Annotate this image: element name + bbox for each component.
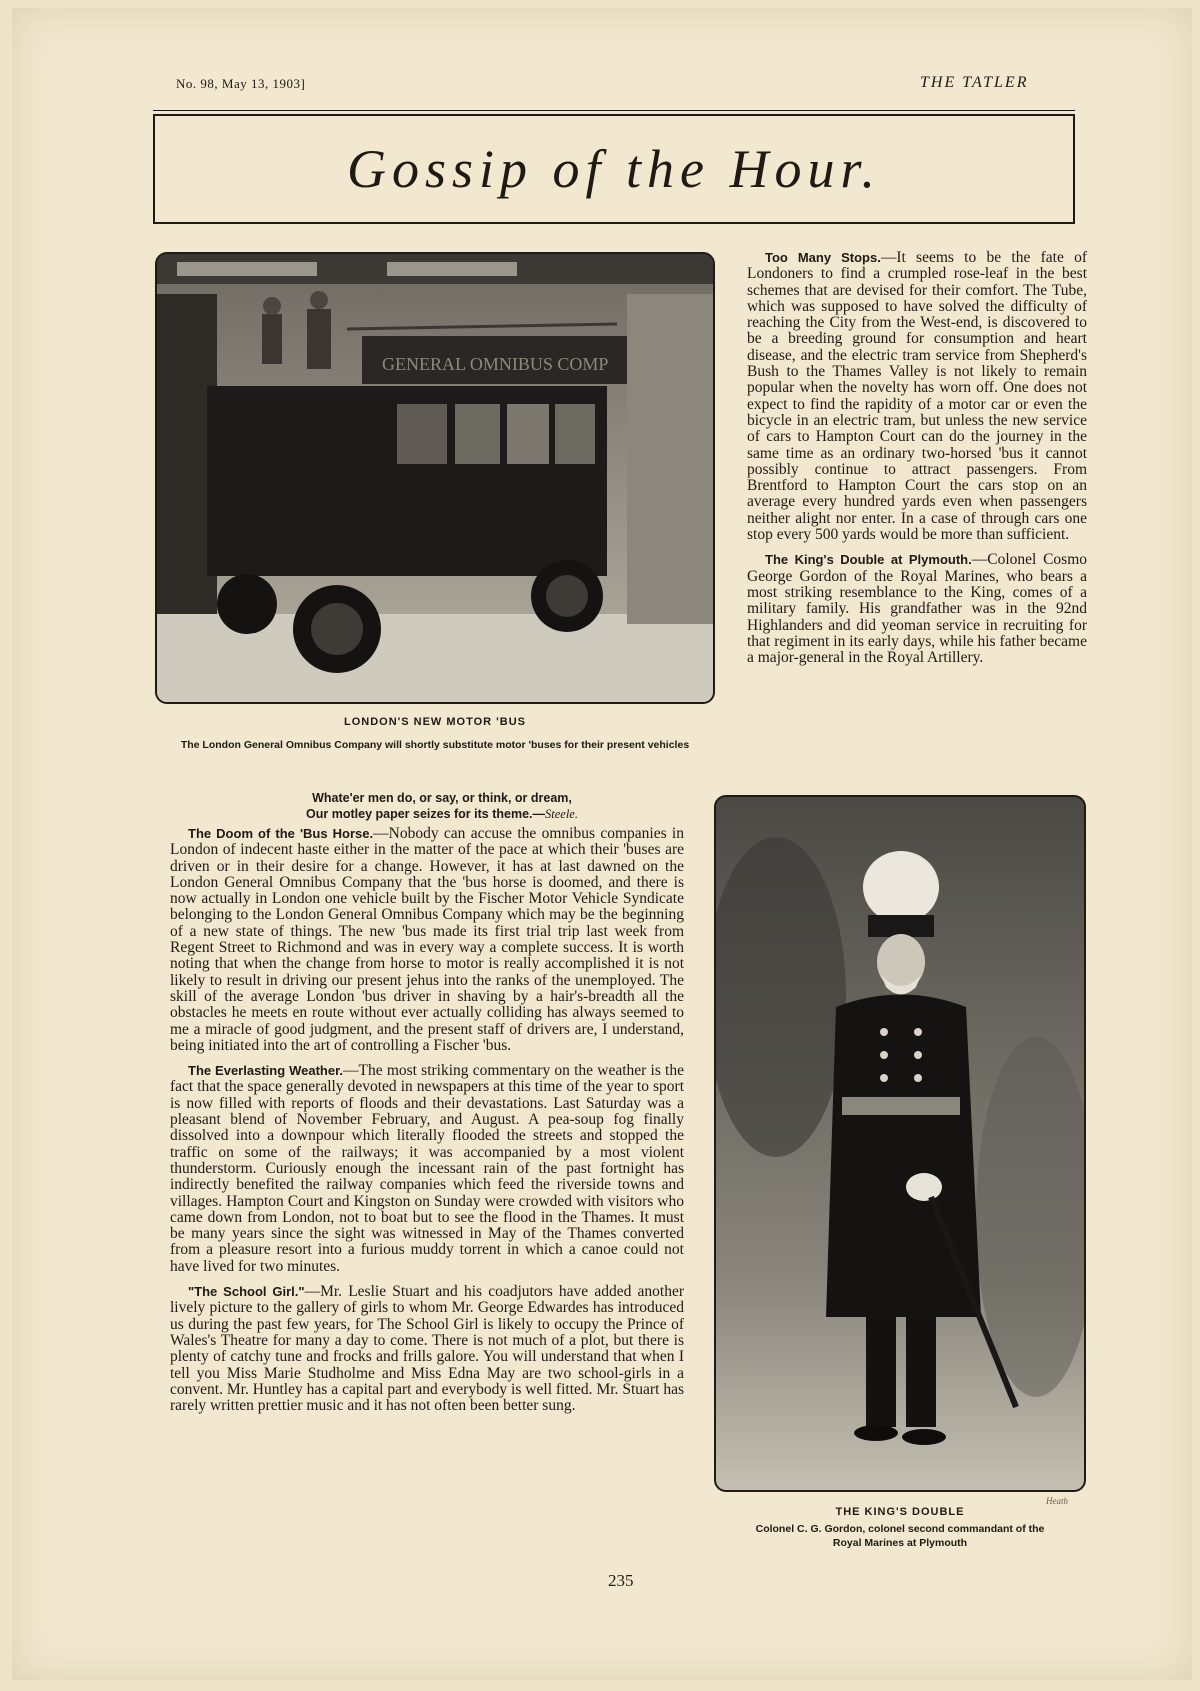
article-body: —Colonel Cosmo George Gordon of the Royal Marines, who bears a most striking resemblance to the King, comes of a military family. His grandfather was in the 92nd Highlanders and did yeoman service in recruiting for that regiment in its early days, while his father became a major-general in the Royal Artillery.: [747, 551, 1087, 667]
epigraph: [262, 790, 622, 822]
epigraph-line-1: Whate'er men do, or say, or think, or dream,: [312, 791, 572, 805]
page-number: 235: [608, 1571, 634, 1590]
epigraph-line-2: [262, 806, 622, 822]
issue-line: No. 98, May 13, 1903]: [176, 76, 306, 91]
article-body: —It seems to be the fate of Londoners to find a crumpled rose-leaf in the best schemes that are devised for their comfort. The Tube, which was supposed to have solved the difficulty of reaching the City from the West-end, is discovered to be a breeding ground for consumption and heart disease, and the electric tram service from Shepherd's Bush to the Thames Valley is not likely to remain popular when the novelty has worn off. One does not expect to find the rapidity of a motor car or even the bicycle in an electric tram, but unless the new service of cars to Hampton Court can do the journey in the same time as an ordinary two-horsed 'bus it cannot possibly continue to attract passengers. From Brentford to Hampton Court the cars stop on an average every hundred yards even when passengers neither alight nor enter. In a case of through cars one stop every 500 yards would be more than sufficient.: [747, 249, 1087, 544]
bus-caption-subtitle: The London General Omnibus Company will shortly substitute motor 'buses for their present vehicles: [180, 739, 690, 751]
article-heading: "The School Girl.": [188, 1284, 305, 1300]
article-kings-double: [747, 552, 1087, 666]
article-bus-horse: [170, 826, 684, 1054]
title-frame: [153, 114, 1075, 224]
article-heading: The Doom of the 'Bus Horse.: [188, 826, 374, 841]
article-weather: [170, 1063, 684, 1275]
epigraph-attribution: Steele.: [545, 807, 578, 821]
colonel-caption-title: THE KING'S DOUBLE: [835, 1506, 965, 1518]
colonel-caption-line-2: Royal Marines at Plymouth: [832, 1537, 968, 1549]
colonel-illustration: [716, 797, 1084, 1490]
motor-bus-illustration: [157, 254, 713, 702]
magazine-name: THE TATLER: [920, 74, 1029, 91]
left-column: [170, 826, 684, 1423]
colonel-portrait-photo: [714, 795, 1086, 1492]
article-heading: The Everlasting Weather.: [188, 1063, 344, 1079]
bus-caption-title: LONDON'S NEW MOTOR 'BUS: [343, 716, 527, 728]
bus-sign-text: GENERAL OMNIBUS COMP: [382, 354, 609, 374]
right-column: [747, 250, 1087, 675]
page-title: Gossip of the Hour.: [346, 139, 882, 199]
article-too-many-stops: [747, 250, 1087, 543]
article-body: —The most striking commentary on the weather is the fact that the space generally devoted in newspapers at this time of the year to sport is now filled with reports of floods and their devastations. Last Saturday was a pleasant blend of November February, and August. A pea-soup fog finally dissolved into a downpour which literally flooded the streets and stopped the traffic on some of the railways; it was accompanied by a most violent thunderstorm. Curiously enough the incessant rain of the past fortnight has indirectly benefited the railway companies which feed the riverside towns and villages. Hampton Court and Kingston on Sunday were crowded with visitors who came down from London, not to boat but to see the flood in the Thames. It must be many years since the sight was witnessed in May of the Thames converted from a pleasure resort into a furious muddy torrent in which a canoe could not have lived for two minutes.: [170, 1062, 684, 1275]
epigraph-line-2-text: Our motley paper seizes for its theme.—: [306, 807, 545, 821]
motor-bus-photo: [155, 252, 715, 704]
article-body: —Nobody can accuse the omnibus companies in London of indecent haste either in the matter of the pace at which their 'buses are driven or in their desire for a change. However, it has at last dawned on the London General Omnibus Company that the 'bus horse is doomed, and there is now actually in London one vehicle built by the Fischer Motor Vehicle Syndicate belonging to the London General Omnibus Company which may be the beginning of a new state of things. The new 'bus made its first trial trip last week from Regent Street to Richmond and was in every way a complete success. It is worth noting that when the change from horse to motor is really accomplished it is not likely to result in driving our present jehus into the ranks of the unemployed. The skill of the average London 'bus driver in shaving by a hair's-breadth all the obstacles he meets en route without ever actually colliding has always seemed to me a miracle of good judgment, and the present staff of drivers are, I understand, being initiated into the art of controlling a Fischer 'bus.: [170, 825, 684, 1054]
article-heading: Too Many Stops.: [765, 250, 881, 265]
article-school-girl: [170, 1284, 684, 1414]
article-heading: The King's Double at Plymouth.: [765, 552, 972, 568]
article-body: —Mr. Leslie Stuart and his coadjutors have added another lively picture to the gallery of girls to whom Mr. George Edwardes has introduced us during the past few years, for The School Girl is likely to occupy the Prince of Wales's Theatre for many a day to come. There is not much of a plot, but there is plenty of catchy tune and frocks and frills galore. You will understand that when I tell you Miss Marie Studholme and Miss Edna May are two school-girls in a convent. Mr. Huntley has a capital part and everybody is well fitted. Mr. Stuart has rarely written prettier music and it has not often been better sung.: [170, 1283, 684, 1415]
photo-credit: Heath: [1046, 1496, 1068, 1506]
colonel-caption-line-1: Colonel C. G. Gordon, colonel second commandant of the: [755, 1523, 1045, 1535]
